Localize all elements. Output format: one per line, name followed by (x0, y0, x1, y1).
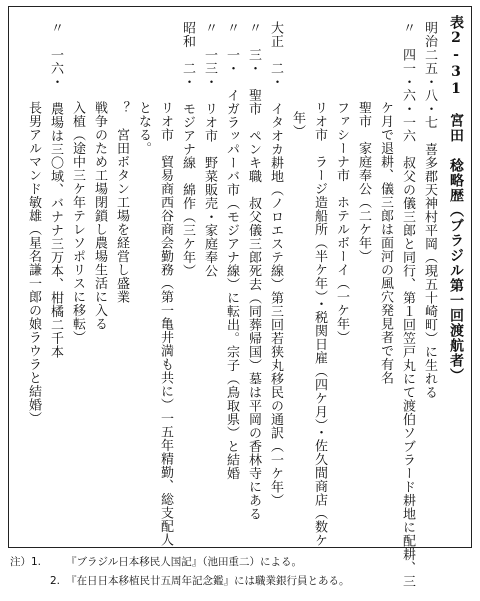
entry-line: 昭和 二・ モジアナ線 綿作（三ケ年） (180, 21, 195, 278)
entry-line: 聖市 家庭奉公（二ケ年） (356, 101, 371, 263)
note-text: 『ブラジル日本移民人国記』（池田重二）による。 (66, 556, 302, 568)
entry-line: 〃 三・ 聖市 ペンキ職 叔父儀三郎死去（同葬帰国）墓は平岡の香林寺にある (246, 21, 261, 521)
table-title: 表2-31 宮田 稔略歴（ブラジル第一回渡航者） (448, 15, 464, 383)
entry-line: 〃 一三・ リオ市 野菜販売・家庭奉公 (202, 21, 217, 278)
entry-line: リオ市 貿易商西谷商会勤務（第一亀井満も共に）一五年精勤、総支配人 (158, 101, 173, 547)
entry-line: 明治二五・八・七 喜多郡天神村平岡（現五十崎町）に生れる (422, 21, 437, 399)
note-label: 注）1. (10, 556, 42, 568)
entry-line: ケ月で退耕、儀三郎は面河の風穴発見者で有名 (378, 101, 393, 385)
entry-line: となる。 (136, 101, 151, 155)
entry-line: 〃 一・ イガラッパーバ市（モジアナ線）に転出。宗子（鳥取県）と結婚 (224, 21, 239, 480)
entry-line: ファシーナ市 ホテルボーイ（一ケ年） (334, 101, 349, 344)
entry-line: 入植（途中三ケ年テレソポリスに移転） (70, 101, 85, 344)
footnotes (10, 553, 350, 591)
entry-line: 長男アルマンド敏雄（星名謙一郎の娘ラウラと結婚） (26, 101, 41, 425)
entry-line: 大正 二・ イタオカ耕地（ノロエステ線）第三回若狭丸移民の通訳（一ケ年） (268, 21, 283, 507)
entry-line: リオ市 ラージ造船所（半ケ年）・税関日雇（四ケ月）・佐久間商店（数ケ (312, 101, 327, 547)
entry-line: 年） (290, 111, 305, 138)
entry-line: 戦争のため工場閉鎖し農場生活に入る (92, 101, 107, 331)
entry-line: 〃 一六・ 農場は三〇域、バナナ三万本、柑橘二千本 (48, 21, 63, 359)
entry-line: ？ 宮田ボタン工場を経営し盛業 (114, 101, 129, 304)
entry-line: 〃 四一・六・一六 叔父の儀三郎と同行、第１回笠戸丸にて渡伯ソブラード耕地に配耕、三 (400, 21, 415, 588)
note-text: 『在日日本移植民廿五周年記念鑑』には職業銀行員とある。 (66, 575, 350, 587)
note-label: 2. (49, 575, 60, 587)
